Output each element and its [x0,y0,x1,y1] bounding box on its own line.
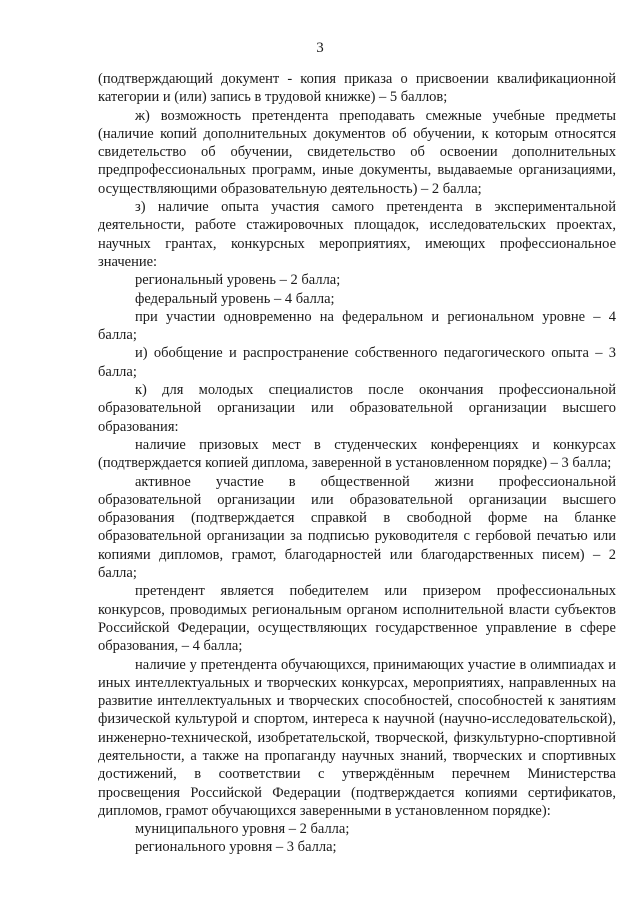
paragraph-item-zh: ж) возможность претендента преподавать смежные учебные предметы (наличие копий дополнительных документов об обучении, к которым относятся свидетельство об обучении, свидетельство об освоении дополнительных предпрофессиональных программ, иные документы, выдаваемые организациями, осуществляющими образовательную деятельность) – 2 балла; [98,107,616,197]
paragraph-item-k: к) для молодых специалистов после окончания профессиональной образовательной организации или образовательной организации высшего образования: [98,382,616,435]
paragraph-regional-level: региональный уровень – 2 балла; [135,272,341,289]
document-body [98,70,616,857]
paragraph-item-z: з) наличие опыта участия самого претендента в экспериментальной деятельности, работе стажировочных площадок, исследовательских проектах, научных грантах, конкурсных мероприятиях, имеющих профессиональное значение: [98,199,616,270]
paragraph-item-i: и) обобщение и распространение собственного педагогического опыта – 3 балла; [98,345,616,380]
paragraph-regional-level-students: регионального уровня – 3 балла; [135,839,337,856]
paragraph-active-participation: активное участие в общественной жизни профессиональной образовательной организации или образовательной организации высшего образования (подтверждается справкой в свободной форме на бланке образовательной организации за подписью руководителя с гербовой печатью или копиями дипломов, грамот, благодарностей или благодарственных писем) – 2 балла; [98,473,616,582]
paragraph-municipal-level: муниципального уровня – 2 балла; [135,821,350,838]
paragraph-contest-winner: претендент является победителем или призером профессиональных конкурсов, проводимых региональным органом исполнительной власти субъектов Российской Федерации, осуществляющих государственное управление в сфере образования, – 4 балла; [98,583,616,655]
paragraph-federal-level: федеральный уровень – 4 балла; [135,290,335,307]
paragraph-both-levels: при участии одновременно на федеральном и региональном уровне – 4 балла; [98,308,616,344]
paragraph-continuation: (подтверждающий документ - копия приказа о присвоении квалификационной категории и (или) запись в трудовой книжке) – 5 баллов; [98,71,616,106]
paragraph-prize-places: наличие призовых мест в студенческих конференциях и конкурсах (подтверждается копией диплома, заверенной в установленном порядке) – 3 балла; [98,436,616,472]
page-number: 3 [316,40,324,56]
paragraph-students-olympiads: наличие у претендента обучающихся, принимающих участие в олимпиадах и иных интеллектуальных и творческих конкурсах, мероприятиях, направленных на развитие интеллектуальных и творческих способностей, способностей к занятиям физической культурой и спортом, интереса к научной (научно-исследовательской), инженерно-технической, изобретательской, творческой, физкультурно-спортивной деятельности, а также на пропаганду научных знаний, творческих и спортивных достижений, в соответствии с утверждённым перечнем Министерства просвещения Российской Федерации (подтверждается копиями сертификатов, дипломов, грамот обучающихся заверенными в установленном порядке): [98,656,616,819]
